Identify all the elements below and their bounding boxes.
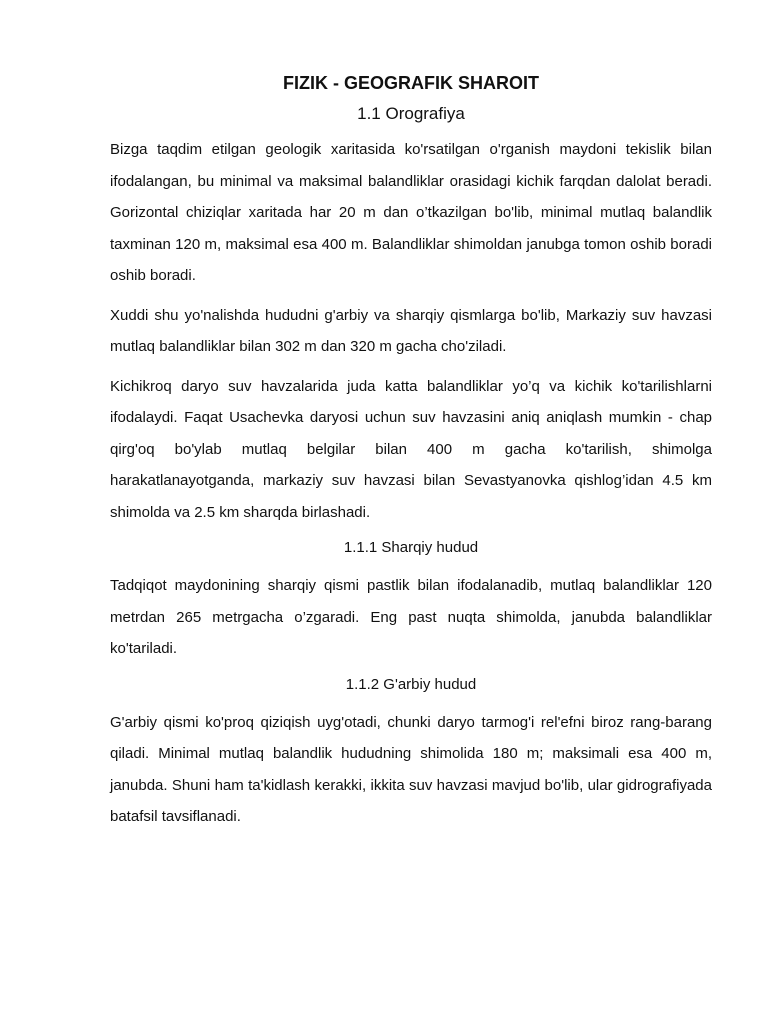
section-heading-orografiya: 1.1 Orografiya	[357, 104, 465, 123]
paragraph-intro-1: Bizga taqdim etilgan geologik xaritasida ko'rsatilgan o'rganish maydoni tekislik bilan ifodalangan, bu minimal va maksimal balandliklar orasidagi kichik farqdan dalolat beradi. Gorizontal chiziqlar xaritada har 20 m dan o’tkazilgan bo'lib, minimal mutlaq balandlik taxminan 120 m, maksimal esa 400 m. Balandliklar shimoldan janubga tomon oshib boradi oshib boradi.	[110, 141, 712, 284]
paragraph-west: G'arbiy qismi ko'proq qiziqish uyg'otadi, chunki daryo tarmog'i rel'efni biroz rang-barang qiladi. Minimal mutlaq balandlik hududning shimolida 180 m; maksimali esa 400 m, janubda. Shuni ham ta'kidlash kerakki, ikkita suv havzasi mavjud bo'lib, ular gidrografiyada batafsil tavsiflanadi.	[110, 713, 712, 825]
document-page	[110, 70, 712, 841]
section-heading-west: 1.1.2 G'arbiy hudud	[345, 675, 477, 693]
paragraph-intro-2: Xuddi shu yo'nalishda hududni g'arbiy va sharqiy qismlarga bo'lib, Markaziy suv havzasi mutlaq balandliklar bilan 302 m dan 320 m gacha cho'ziladi.	[110, 306, 712, 355]
paragraph-intro-3: Kichikroq daryo suv havzalarida juda katta balandliklar yo’q va kichik ko'tarilishlarni ifodalaydi. Faqat Usachevka daryosi uchun suv havzasini aniq aniqlash mumkin - chap qirg'oq bo'ylab mutlaq belgilar bilan 400 m gacha ko'tarilish, shimolga harakatlanayotganda, markaziy suv havzasi bilan Sevastyanovka qishlog’idan 4.5 km shimolda va 2.5 km sharqda birlashadi.	[110, 377, 712, 521]
section-heading-east: 1.1.1 Sharqiy hudud	[343, 539, 479, 556]
paragraph-east: Tadqiqot maydonining sharqiy qismi pastlik bilan ifodalanadib, mutlaq balandliklar 120 metrdan 265 metrgacha o’zgaradi. Eng past nuqta shimolda, janubda balandliklar ko'tariladi.	[110, 577, 712, 657]
document-title: FIZIK - GEOGRAFIK SHAROIT	[283, 73, 539, 93]
